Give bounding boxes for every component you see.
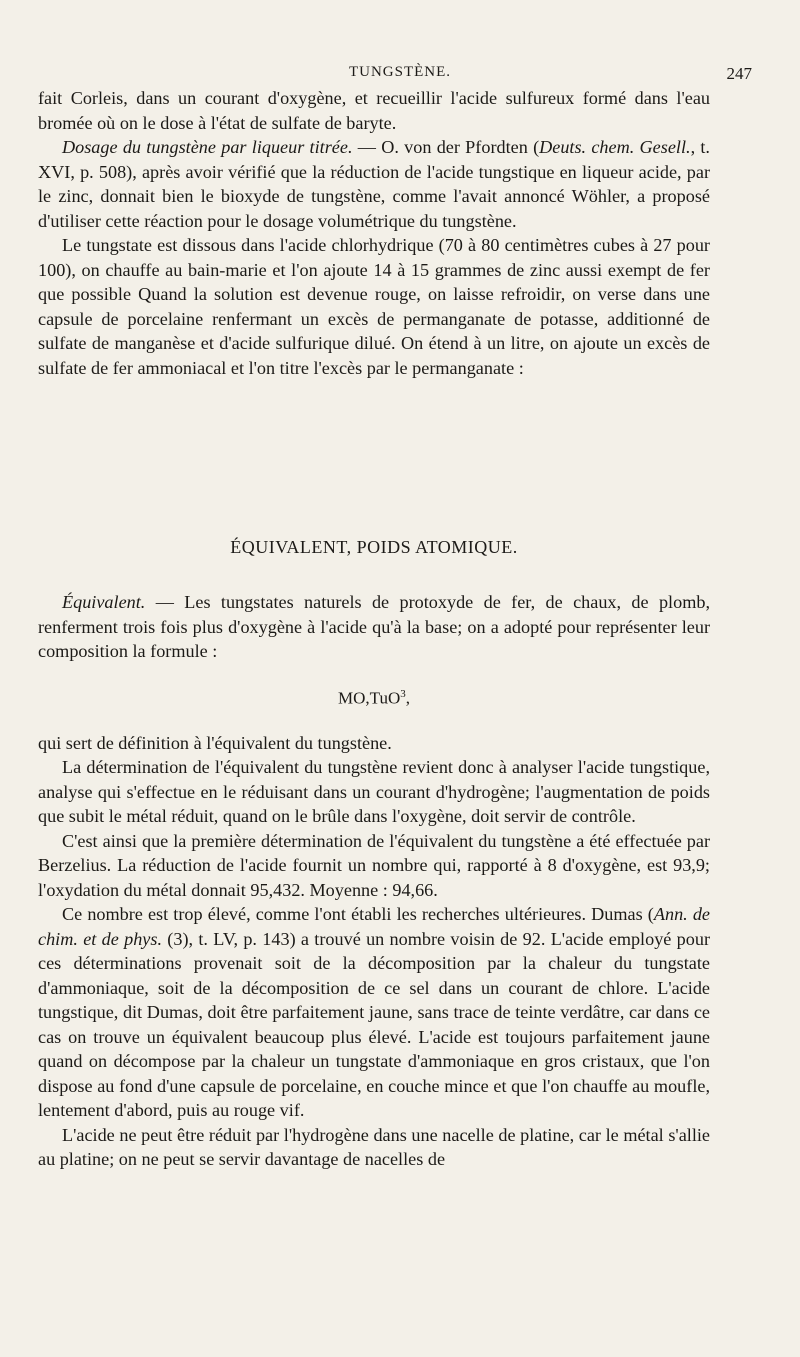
paragraph-6: La détermination de l'équivalent du tungstène revient donc à analyser l'acide tungstique, analyse qui s'effectue en le réduisant dans un courant d'hydrogène; l'augmentation de poids que subit le métal réduit, quand on le brûle dans l'oxygène, doit servir de contrôle. [38, 757, 710, 827]
formula-superscript: 3 [400, 687, 406, 700]
paragraph-3: Le tungstate est dissous dans l'acide chlorhydrique (70 à 80 centimètres cubes à 27 pour 100), on chauffe au bain-marie et l'on ajoute 14 à 15 grammes de zinc aussi exempt de fer que possible Quand la solution est devenue rouge, on laisse refroidir, on verse dans une capsule de porcelaine renfermant un excès de permanganate de potasse, additionné de sulfate de manganèse et d'acide sulfurique dilué. On étend à un litre, on ajoute un excès de sulfate de fer ammoniacal et l'on titre l'excès par le permanganate : [38, 235, 710, 378]
paragraph-2 [38, 135, 710, 233]
paragraph-5: qui sert de définition à l'équivalent du tungstène. [38, 732, 392, 753]
running-head: TUNGSTÈNE. [348, 64, 452, 80]
chemical-formula [38, 682, 710, 711]
text-block-top [38, 86, 710, 380]
page-header [40, 64, 760, 88]
paragraph-4 [38, 590, 710, 664]
paragraph-8 [38, 902, 710, 1123]
paragraph-8-reference: Ann. de chim. et de phys. [38, 904, 710, 949]
paragraph-8-text-b: (3), t. LV, p. 143) a trouvé un nombre voisin de 92. L'acide employé pour ces déterminations provenait soit de la décomposition par la chaleur du tungstate d'ammoniaque, soit de la décomposition de ce sel dans un courant de chlore. L'acide tungstique, dit Dumas, doit être parfaitement jaune, sans trace de teinte verdâtre, car dans ce cas on trouve un équivalent beaucoup plus élevé. L'acide est toujours parfaitement jaune quand on décompose par la chaleur un tungstate d'ammoniaque en gros cristaux, que l'on dispose au fond d'une capsule de porcelaine, en couche mince et que l'on chauffe au moufle, lentement d'abord, puis au rouge vif. [38, 928, 711, 1121]
section-heading: ÉQUIVALENT, POIDS ATOMIQUE. [230, 537, 518, 557]
paragraph-9: L'acide ne peut être réduit par l'hydrogène dans une nacelle de platine, car le métal s'allie au platine; on ne peut se servir davantage de nacelles de [38, 1124, 710, 1170]
paragraph-2-title: Dosage du tungstène par liqueur titrée. [62, 137, 353, 157]
paragraph-4-text: — Les tungstates naturels de protoxyde de fer, de chaux, de plomb, renferment trois fois plus d'oxygène à l'acide qu'à la base; on a adopté pour représenter leur composition la formule : [38, 592, 710, 661]
formula-base: MO,TuO [338, 688, 401, 708]
paragraph-7: C'est ainsi que la première détermination de l'équivalent du tungstène a été effectuée par Berzelius. La réduction de l'acide fournit un nombre qui, rapporté à 8 d'oxygène, est 93,9; l'oxydation du métal donnait 95,432. Moyenne : 94,66. [38, 830, 710, 900]
page-number: 247 [726, 64, 752, 83]
paragraph-2-text: , t. XVI, p. 508), après avoir vérifié que la réduction de l'acide tungstique en liqueur acide, par le zinc, donnait bien le bioxyde de tungstène, comme l'avait annoncé Wöhler, a proposé d'utiliser cette réaction pour le dosage volumétrique du tungstène. [38, 137, 710, 231]
paragraph-4-title: Équivalent. [62, 592, 146, 612]
paragraph-2-dash: — O. von der Pfordten ( [352, 137, 540, 157]
text-block-bottom [38, 590, 710, 1172]
paragraph-8-text-a: Ce nombre est trop élevé, comme l'ont établi les recherches ultérieures. Dumas ( [62, 904, 654, 925]
paragraph-2-reference: Deuts. chem. Gesell. [539, 137, 691, 157]
paragraph-1: fait Corleis, dans un courant d'oxygène, et recueillir l'acide sulfureux formé dans l'eau bromée où on le dose à l'état de sulfate de baryte. [38, 88, 710, 133]
formula-tail: , [405, 688, 410, 708]
